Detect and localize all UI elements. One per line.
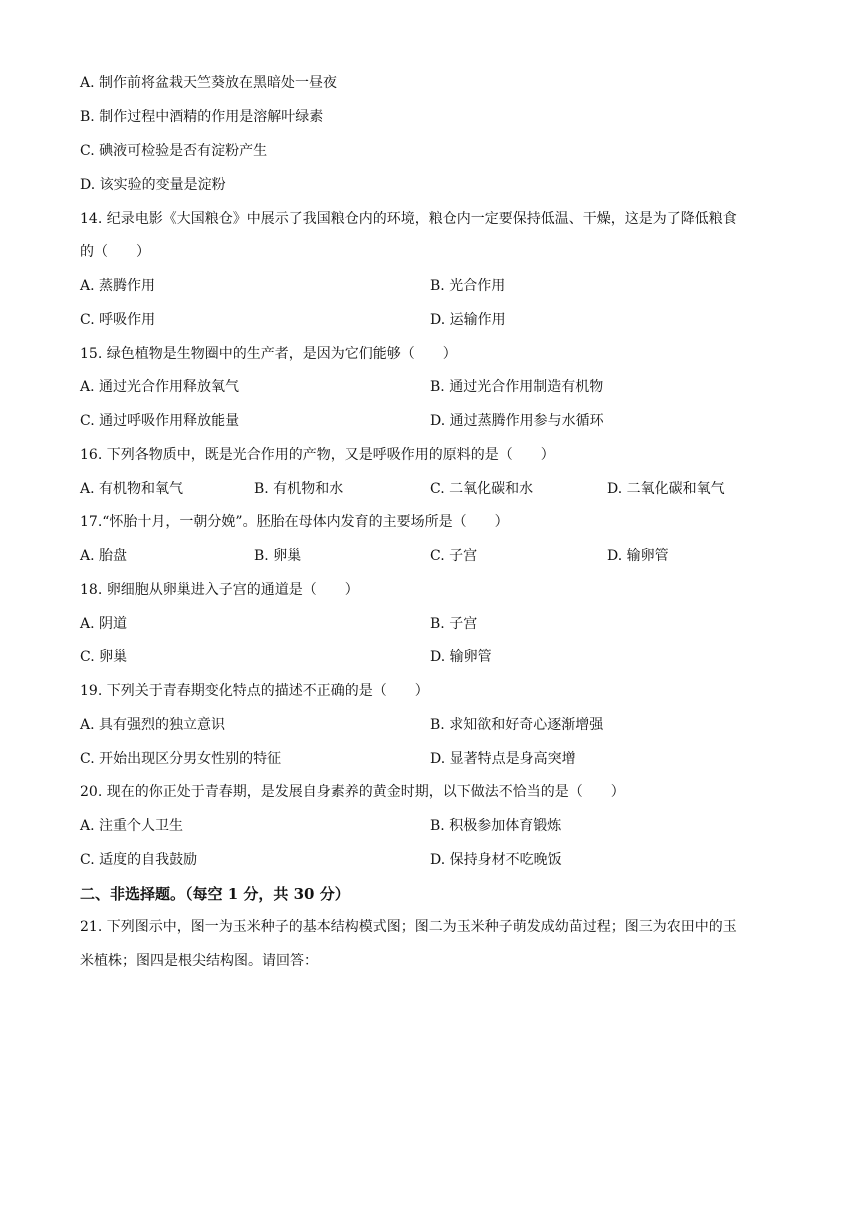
q19-option-d: D. 显著特点是身高突增: [430, 751, 576, 767]
q20-option-b: B. 积极参加体育锻炼: [430, 818, 562, 834]
q15-stem: 15. 绿色植物是生物圈中的生产者，是因为它们能够（ ）: [80, 346, 457, 362]
q15-option-a: A. 通过光合作用释放氧气: [80, 379, 240, 395]
q21-stem: 21. 下列图示中，图一为玉米种子的基本结构模式图；图二为玉米种子萌发成幼苗过程；图三为农田中的玉: [80, 919, 737, 935]
q20-option-d: D. 保持身材不吃晚饭: [430, 852, 562, 868]
q17-option-d: D. 输卵管: [607, 548, 669, 564]
q20-option-a: A. 注重个人卫生: [80, 818, 184, 834]
q13-option-b: B. 制作过程中酒精的作用是溶解叶绿素: [80, 109, 324, 125]
q15-option-c: C. 通过呼吸作用释放能量: [80, 413, 240, 429]
q15-option-d: D. 通过蒸腾作用参与水循环: [430, 413, 604, 429]
q20-stem: 20. 现在的你正处于青春期，是发展自身素养的黄金时期，以下做法不恰当的是（ ）: [80, 784, 625, 800]
q18-option-c: C. 卵巢: [80, 649, 128, 665]
q18-option-b: B. 子宫: [430, 616, 478, 632]
q20-option-c: C. 适度的自我鼓励: [80, 852, 198, 868]
q19-option-c: C. 开始出现区分男女性别的特征: [80, 751, 282, 767]
q21-stem-continued: 米植株；图四是根尖结构图。请回答：: [80, 953, 318, 969]
q16-option-b: B. 有机物和水: [254, 481, 344, 497]
q19-option-b: B. 求知欲和好奇心逐渐增强: [430, 717, 604, 733]
q16-option-c: C. 二氧化碳和水: [430, 481, 534, 497]
q13-option-d: D. 该实验的变量是淀粉: [80, 177, 226, 193]
q16-stem: 16. 下列各物质中，既是光合作用的产物，又是呼吸作用的原料的是（ ）: [80, 447, 555, 463]
q13-option-c: C. 碘液可检验是否有淀粉产生: [80, 143, 268, 159]
q19-stem: 19. 下列关于青春期变化特点的描述不正确的是（ ）: [80, 683, 429, 699]
q15-option-b: B. 通过光合作用制造有机物: [430, 379, 604, 395]
q18-stem: 18. 卵细胞从卵巢进入子宫的通道是（ ）: [80, 582, 359, 598]
q18-option-a: A. 阴道: [80, 616, 128, 632]
q17-stem: 17.“怀胎十月，一朝分娩”。胚胎在母体内发育的主要场所是（ ）: [80, 514, 509, 530]
q14-stem: 14. 纪录电影《大国粮仓》中展示了我国粮仓内的环境，粮仓内一定要保持低温、干燥，这是为了降低粮食: [80, 211, 737, 227]
q13-option-a: A. 制作前将盆栽天竺葵放在黑暗处一昼夜: [80, 75, 338, 91]
q14-stem-continued: 的（ ）: [80, 244, 150, 260]
q14-option-b: B. 光合作用: [430, 278, 506, 294]
q17-option-c: C. 子宫: [430, 548, 478, 564]
q14-option-a: A. 蒸腾作用: [80, 278, 156, 294]
q14-option-c: C. 呼吸作用: [80, 312, 156, 328]
q16-option-a: A. 有机物和氧气: [80, 481, 184, 497]
q16-option-d: D. 二氧化碳和氧气: [607, 481, 725, 497]
q17-option-a: A. 胎盘: [80, 548, 128, 564]
q18-option-d: D. 输卵管: [430, 649, 492, 665]
q14-option-d: D. 运输作用: [430, 312, 506, 328]
q19-option-a: A. 具有强烈的独立意识: [80, 717, 226, 733]
section-heading: 二、非选择题。（每空 1 分，共 30 分）: [80, 885, 350, 903]
q17-option-b: B. 卵巢: [254, 548, 302, 564]
